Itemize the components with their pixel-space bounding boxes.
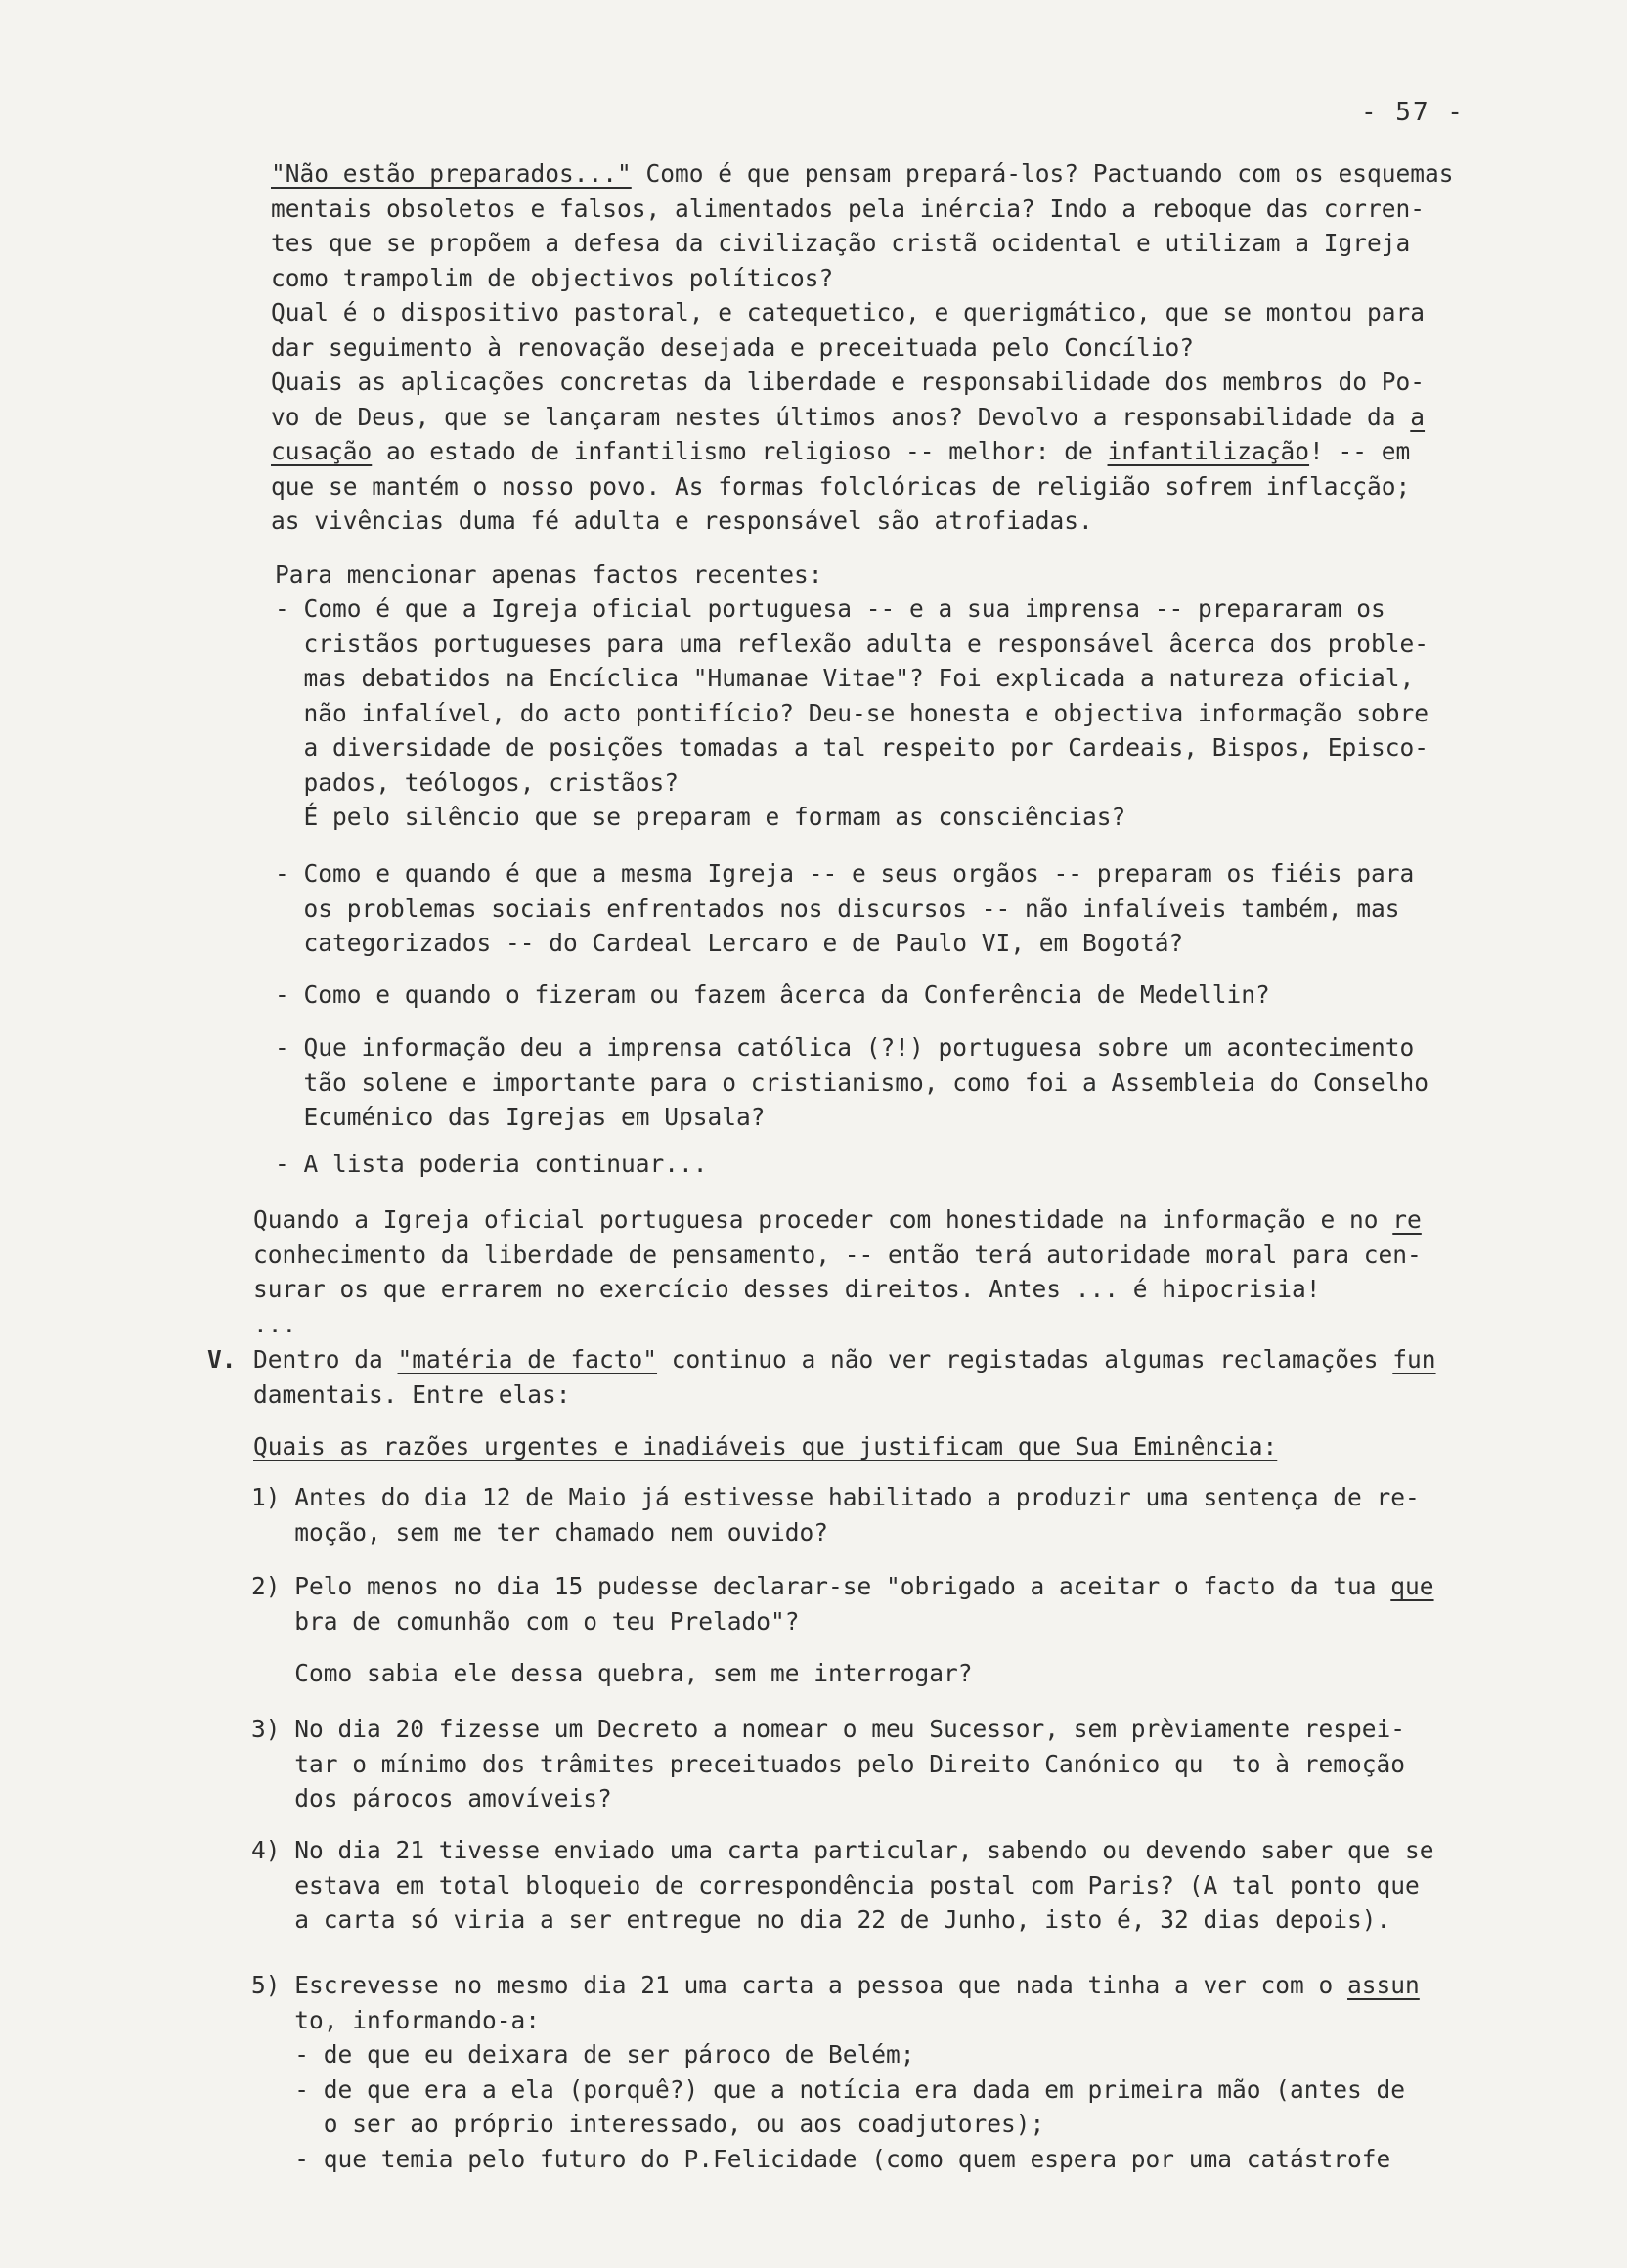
paragraph-facts-intro: Para mencionar apenas factos recentes:	[275, 560, 823, 589]
section-v-intro: Dentro da "matéria de facto" continuo a não ver registadas algumas reclamações fun damentais. Entre elas:	[253, 1345, 1436, 1409]
list-item-3: 3) No dia 20 fizesse um Decreto a nomear o meu Sucessor, sem prèviamente respei- tar o mínimo dos trâmites preceituados pelo Direito Canónico qu to à remoção dos párocos amovíveis?	[251, 1715, 1406, 1812]
list-item-2-question: Como sabia ele dessa quebra, sem me interrogar?	[251, 1659, 973, 1687]
quoted-phrase: "Não estão preparados..."	[271, 159, 632, 188]
paragraph-intro: "Não estão preparados..." Como é que pensam prepará-los? Pactuando com os esquemas mentais obsoletos e falsos, alimentados pela inércia? Indo a reboque das corren- tes que se propõem a defesa da civilização cristã ocidental e utilizam a Igreja como trampolim de objectivos políticos? Qual é o dispositivo pastoral, e catequetico, e querigmático, que se montou para dar seguimento à renovação desejada e preceituada pelo Concílio? Quais as aplicações concretas da liberdade e responsabilidade dos membros do Po- vo de Deus, que se lançaram nestes últimos anos? Devolvo a responsabilidade da a cusação ao estado de infantilismo religioso -- melhor: de infantilização! -- em que se mantém o nosso povo. As formas folclóricas de religião sofrem inflacção; as vivências duma fé adulta e responsável são atrofiadas.	[271, 159, 1454, 535]
bullet-social-problems: - Como e quando é que a mesma Igreja -- e seus orgãos -- preparam os fiéis para os problemas sociais enfrentados nos discursos -- não infalíveis também, mas categorizados -- do Cardeal Lercaro e de Paulo VI, em Bogotá?	[275, 859, 1415, 957]
page-number: - 57 -	[1361, 98, 1465, 127]
bullet-humanae-vitae: - Como é que a Igreja oficial portuguesa -- e a sua imprensa -- prepararam os cristãos portugueses para uma reflexão adulta e responsável âcerca dos proble- mas debatidos na Encíclica "Humanae Vitae"? Foi explicada a natureza oficial, não infalível, do acto pontifício? Deu-se honesta e objectiva informação sobre a diversidade de posições tomadas a tal respeito por Cardeais, Bispos, Episco- pados, teólogos, cristãos? É pelo silêncio que se preparam e formam as consciências?	[275, 594, 1429, 831]
list-item-4: 4) No dia 21 tivesse enviado uma carta particular, sabendo ou devendo saber que se estava em total bloqueio de correspondência postal com Paris? (A tal ponto que a carta só viria a ser entregue no dia 22 de Junho, isto é, 32 dias depois).	[251, 1836, 1434, 1934]
list-item-1: 1) Antes do dia 12 de Maio já estivesse habilitado a produzir uma sentença de re- moção, sem me ter chamado nem ouvido?	[251, 1483, 1420, 1547]
bullet-medellin: - Como e quando o fizeram ou fazem âcerca da Conferência de Medellin?	[275, 981, 1270, 1009]
bullet-upsala: - Que informação deu a imprensa católica (?!) portuguesa sobre um acontecimento tão solene e importante para o cristianismo, como foi a Assembleia do Conselho Ecuménico das Igrejas em Upsala?	[275, 1033, 1429, 1131]
section-number: V.	[207, 1345, 237, 1374]
list-item-5: 5) Escrevesse no mesmo dia 21 uma carta a pessoa que nada tinha a ver com o assun to, informando-a: - de que eu deixara de ser pároco de Belém; - de que era a ela (porquê?) que a notícia era dada em primeira mão (antes de o ser ao próprio interessado, ou aos coadjutores); - que temia pelo futuro do P.Felicidade (como quem espera por uma catástrofe	[251, 1971, 1420, 2173]
list-item-2: 2) Pelo menos no dia 15 pudesse declarar-se "obrigado a aceitar o facto da tua que bra de comunhão com o teu Prelado"?	[251, 1572, 1434, 1636]
paragraph-conclusion: Quando a Igreja oficial portuguesa proceder com honestidade na informação e no re conhecimento da liberdade de pensamento, -- então terá autoridade moral para cen- surar os que errarem no exercício desses direitos. Antes ... é hipocrisia! ...	[253, 1205, 1422, 1338]
section-heading: Quais as razões urgentes e inadiáveis que justificam que Sua Eminência:	[253, 1432, 1278, 1461]
bullet-list-continues: - A lista poderia continuar...	[275, 1150, 708, 1178]
